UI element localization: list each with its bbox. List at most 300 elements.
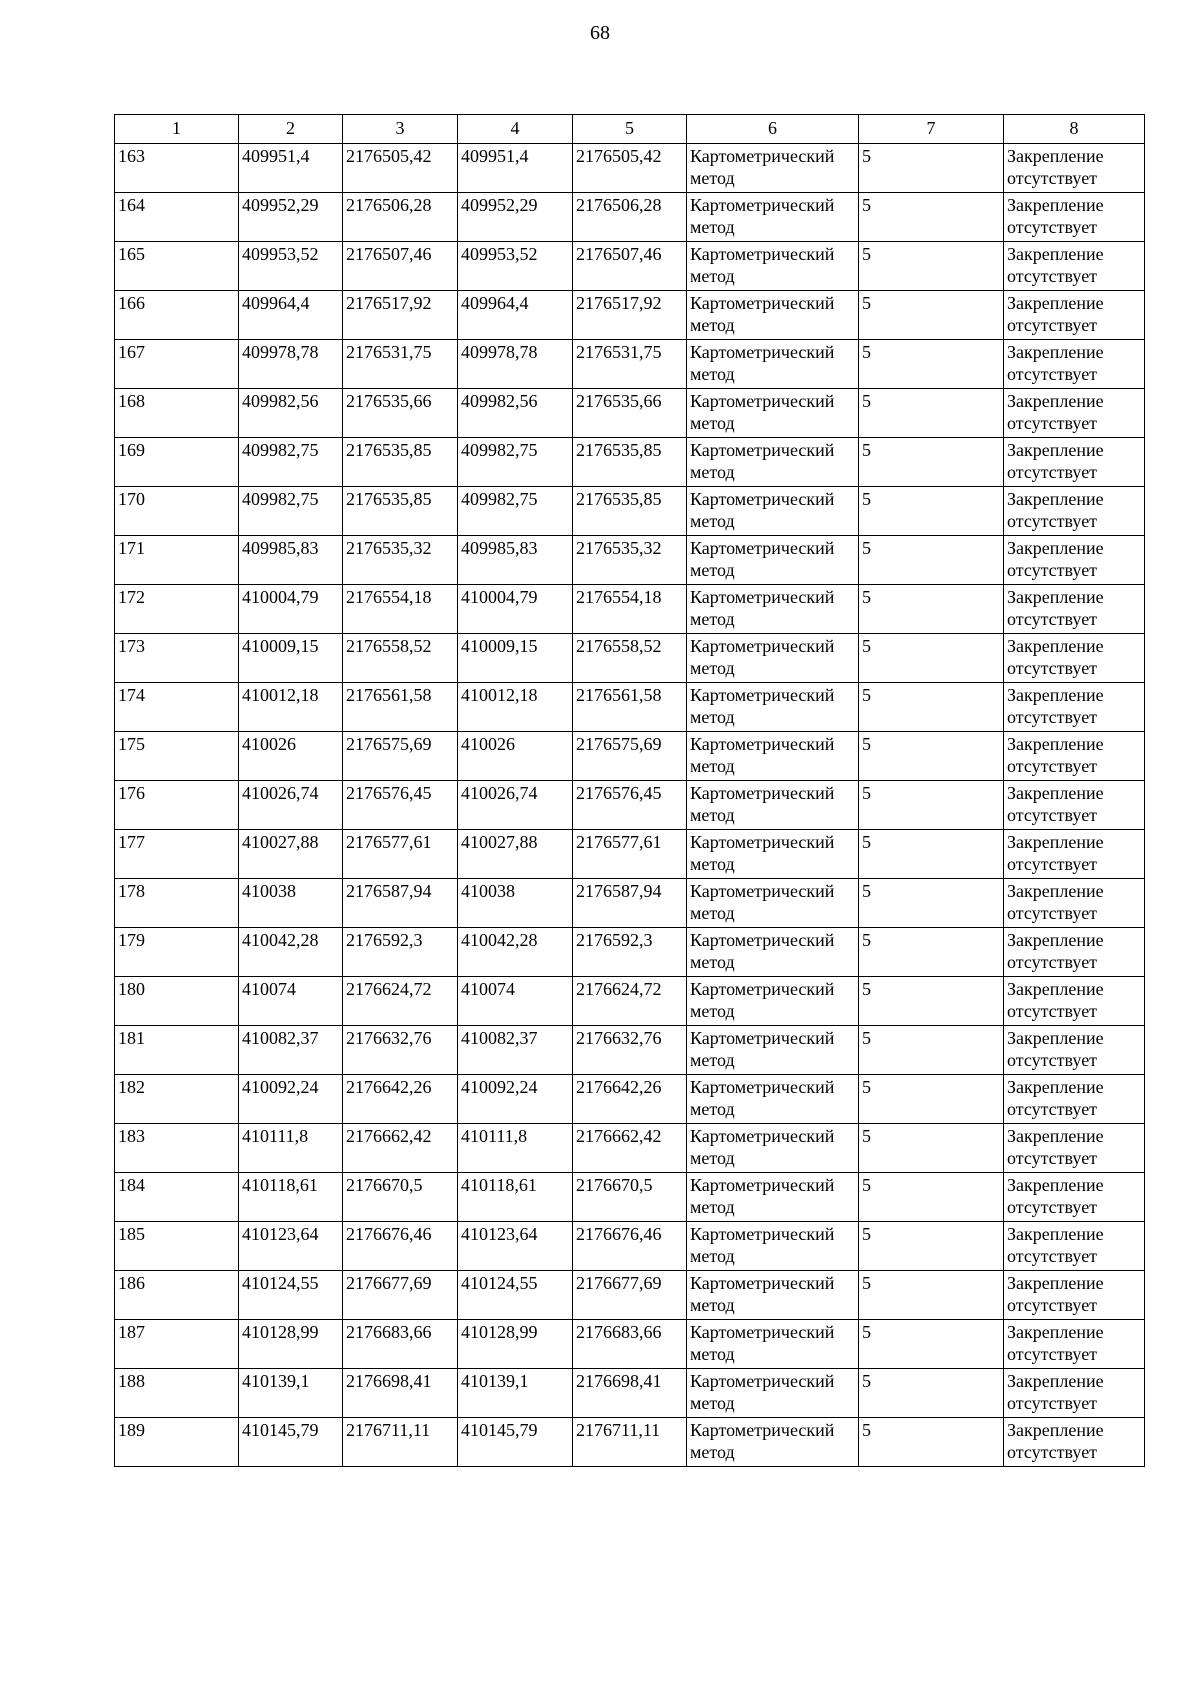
method-line2: метод — [690, 413, 735, 433]
fixing-line2: отсутствует — [1007, 266, 1098, 286]
x-new-cell: 410009,15 — [458, 634, 573, 683]
fixing-line1: Закрепление — [1007, 979, 1104, 999]
method-cell — [687, 781, 859, 830]
fixing-line1: Закрепление — [1007, 1322, 1104, 1342]
y-old-cell: 2176507,46 — [343, 242, 458, 291]
fixing-cell — [1004, 634, 1145, 683]
fixing-cell — [1004, 1173, 1145, 1222]
accuracy-cell: 5 — [859, 1124, 1004, 1173]
method-line2: метод — [690, 1246, 735, 1266]
method-line2: метод — [690, 1442, 735, 1462]
header-row — [115, 115, 1145, 144]
y-new-cell: 2176535,85 — [573, 438, 687, 487]
accuracy-cell: 5 — [859, 487, 1004, 536]
method-cell — [687, 1026, 859, 1075]
x-old-cell: 409982,75 — [239, 487, 343, 536]
method-cell — [687, 1075, 859, 1124]
y-new-cell: 2176575,69 — [573, 732, 687, 781]
fixing-line1: Закрепление — [1007, 734, 1104, 754]
fixing-line2: отсутствует — [1007, 1050, 1098, 1070]
x-old-cell: 409964,4 — [239, 291, 343, 340]
fixing-cell — [1004, 585, 1145, 634]
table-row — [115, 1124, 1145, 1173]
method-line2: метод — [690, 1148, 735, 1168]
table-row — [115, 1026, 1145, 1075]
accuracy-cell: 5 — [859, 291, 1004, 340]
table-row — [115, 1222, 1145, 1271]
fixing-line2: отсутствует — [1007, 462, 1098, 482]
y-old-cell: 2176517,92 — [343, 291, 458, 340]
method-cell — [687, 1222, 859, 1271]
page-number: 68 — [590, 22, 610, 44]
y-old-cell: 2176711,11 — [343, 1418, 458, 1467]
method-line2: метод — [690, 217, 735, 237]
x-old-cell: 410092,24 — [239, 1075, 343, 1124]
accuracy-cell: 5 — [859, 977, 1004, 1026]
y-old-cell: 2176662,42 — [343, 1124, 458, 1173]
point-number-cell: 185 — [115, 1222, 239, 1271]
method-line1: Картометрический — [690, 1126, 835, 1146]
fixing-cell — [1004, 879, 1145, 928]
x-old-cell: 410124,55 — [239, 1271, 343, 1320]
fixing-cell — [1004, 683, 1145, 732]
y-new-cell: 2176587,94 — [573, 879, 687, 928]
method-line2: метод — [690, 609, 735, 629]
method-line2: метод — [690, 1393, 735, 1413]
method-cell — [687, 830, 859, 879]
point-number-cell: 164 — [115, 193, 239, 242]
method-line1: Картометрический — [690, 1371, 835, 1391]
point-number-cell: 188 — [115, 1369, 239, 1418]
x-new-cell: 410027,88 — [458, 830, 573, 879]
method-line2: метод — [690, 707, 735, 727]
fixing-line1: Закрепление — [1007, 391, 1104, 411]
fixing-cell — [1004, 389, 1145, 438]
y-new-cell: 2176505,42 — [573, 144, 687, 193]
fixing-line1: Закрепление — [1007, 930, 1104, 950]
fixing-cell — [1004, 487, 1145, 536]
point-number-cell: 170 — [115, 487, 239, 536]
x-old-cell: 410145,79 — [239, 1418, 343, 1467]
method-line1: Картометрический — [690, 1028, 835, 1048]
point-number-cell: 172 — [115, 585, 239, 634]
y-new-cell: 2176558,52 — [573, 634, 687, 683]
method-cell — [687, 634, 859, 683]
fixing-cell — [1004, 340, 1145, 389]
fixing-cell — [1004, 291, 1145, 340]
point-number-cell: 182 — [115, 1075, 239, 1124]
accuracy-cell: 5 — [859, 1222, 1004, 1271]
x-new-cell: 410082,37 — [458, 1026, 573, 1075]
fixing-line2: отсутствует — [1007, 1197, 1098, 1217]
fixing-cell — [1004, 1369, 1145, 1418]
column-header: 8 — [1004, 115, 1145, 144]
point-number-cell: 171 — [115, 536, 239, 585]
method-line2: метод — [690, 560, 735, 580]
method-cell — [687, 732, 859, 781]
fixing-line1: Закрепление — [1007, 636, 1104, 656]
fixing-line1: Закрепление — [1007, 1224, 1104, 1244]
table-row — [115, 585, 1145, 634]
table-row — [115, 1271, 1145, 1320]
method-cell — [687, 389, 859, 438]
x-new-cell: 410145,79 — [458, 1418, 573, 1467]
point-number-cell: 176 — [115, 781, 239, 830]
method-cell — [687, 1124, 859, 1173]
table-row — [115, 634, 1145, 683]
y-new-cell: 2176531,75 — [573, 340, 687, 389]
fixing-line1: Закрепление — [1007, 1371, 1104, 1391]
fixing-cell — [1004, 928, 1145, 977]
method-cell — [687, 977, 859, 1026]
accuracy-cell: 5 — [859, 683, 1004, 732]
table-row — [115, 1173, 1145, 1222]
method-line1: Картометрический — [690, 440, 835, 460]
point-number-cell: 163 — [115, 144, 239, 193]
point-number-cell: 181 — [115, 1026, 239, 1075]
method-line1: Картометрический — [690, 1175, 835, 1195]
point-number-cell: 179 — [115, 928, 239, 977]
method-line1: Картометрический — [690, 587, 835, 607]
accuracy-cell: 5 — [859, 732, 1004, 781]
fixing-line2: отсутствует — [1007, 854, 1098, 874]
accuracy-cell: 5 — [859, 830, 1004, 879]
point-number-cell: 189 — [115, 1418, 239, 1467]
method-cell — [687, 1418, 859, 1467]
method-cell — [687, 487, 859, 536]
y-new-cell: 2176577,61 — [573, 830, 687, 879]
x-new-cell: 409978,78 — [458, 340, 573, 389]
x-new-cell: 410026 — [458, 732, 573, 781]
method-cell — [687, 1320, 859, 1369]
fixing-line1: Закрепление — [1007, 1028, 1104, 1048]
y-new-cell: 2176670,5 — [573, 1173, 687, 1222]
table-row — [115, 1320, 1145, 1369]
method-line1: Картометрический — [690, 391, 835, 411]
fixing-line1: Закрепление — [1007, 440, 1104, 460]
x-new-cell: 409985,83 — [458, 536, 573, 585]
accuracy-cell: 5 — [859, 242, 1004, 291]
x-old-cell: 409952,29 — [239, 193, 343, 242]
x-new-cell: 410111,8 — [458, 1124, 573, 1173]
table-row — [115, 291, 1145, 340]
x-new-cell: 409982,56 — [458, 389, 573, 438]
fixing-cell — [1004, 732, 1145, 781]
column-header: 2 — [239, 115, 343, 144]
y-old-cell: 2176561,58 — [343, 683, 458, 732]
y-new-cell: 2176662,42 — [573, 1124, 687, 1173]
fixing-line2: отсутствует — [1007, 756, 1098, 776]
fixing-line2: отсутствует — [1007, 903, 1098, 923]
accuracy-cell: 5 — [859, 1418, 1004, 1467]
method-line1: Картометрический — [690, 244, 835, 264]
point-number-cell: 180 — [115, 977, 239, 1026]
x-new-cell: 410092,24 — [458, 1075, 573, 1124]
fixing-line2: отсутствует — [1007, 413, 1098, 433]
fixing-cell — [1004, 438, 1145, 487]
x-old-cell: 409982,75 — [239, 438, 343, 487]
y-new-cell: 2176642,26 — [573, 1075, 687, 1124]
accuracy-cell: 5 — [859, 585, 1004, 634]
fixing-line2: отсутствует — [1007, 658, 1098, 678]
table-body — [115, 144, 1145, 1467]
x-new-cell: 409982,75 — [458, 438, 573, 487]
x-new-cell: 410038 — [458, 879, 573, 928]
table-row — [115, 1369, 1145, 1418]
point-number-cell: 168 — [115, 389, 239, 438]
y-old-cell: 2176554,18 — [343, 585, 458, 634]
table-row — [115, 1075, 1145, 1124]
method-line1: Картометрический — [690, 881, 835, 901]
y-old-cell: 2176535,66 — [343, 389, 458, 438]
y-new-cell: 2176561,58 — [573, 683, 687, 732]
y-new-cell: 2176535,85 — [573, 487, 687, 536]
method-line2: метод — [690, 658, 735, 678]
coordinates-table — [114, 114, 1145, 1467]
x-new-cell: 410042,28 — [458, 928, 573, 977]
method-line2: метод — [690, 168, 735, 188]
fixing-line2: отсутствует — [1007, 1148, 1098, 1168]
y-new-cell: 2176535,32 — [573, 536, 687, 585]
method-line1: Картометрический — [690, 979, 835, 999]
y-new-cell: 2176698,41 — [573, 1369, 687, 1418]
method-line2: метод — [690, 1344, 735, 1364]
method-cell — [687, 1369, 859, 1418]
x-old-cell: 410118,61 — [239, 1173, 343, 1222]
x-new-cell: 409964,4 — [458, 291, 573, 340]
y-old-cell: 2176642,26 — [343, 1075, 458, 1124]
accuracy-cell: 5 — [859, 1173, 1004, 1222]
y-new-cell: 2176676,46 — [573, 1222, 687, 1271]
accuracy-cell: 5 — [859, 781, 1004, 830]
method-line1: Картометрический — [690, 636, 835, 656]
fixing-line1: Закрепление — [1007, 146, 1104, 166]
point-number-cell: 187 — [115, 1320, 239, 1369]
y-new-cell: 2176576,45 — [573, 781, 687, 830]
method-line2: метод — [690, 1197, 735, 1217]
method-line1: Картометрический — [690, 1077, 835, 1097]
y-new-cell: 2176535,66 — [573, 389, 687, 438]
y-old-cell: 2176670,5 — [343, 1173, 458, 1222]
method-cell — [687, 144, 859, 193]
table-row — [115, 1418, 1145, 1467]
x-old-cell: 410074 — [239, 977, 343, 1026]
method-cell — [687, 1173, 859, 1222]
x-new-cell: 410139,1 — [458, 1369, 573, 1418]
fixing-line1: Закрепление — [1007, 832, 1104, 852]
fixing-line1: Закрепление — [1007, 783, 1104, 803]
y-new-cell: 2176683,66 — [573, 1320, 687, 1369]
table-row — [115, 438, 1145, 487]
method-line1: Картометрический — [690, 1273, 835, 1293]
fixing-line1: Закрепление — [1007, 293, 1104, 313]
method-line1: Картометрический — [690, 783, 835, 803]
fixing-line2: отсутствует — [1007, 217, 1098, 237]
y-old-cell: 2176592,3 — [343, 928, 458, 977]
x-old-cell: 410009,15 — [239, 634, 343, 683]
fixing-line1: Закрепление — [1007, 1077, 1104, 1097]
y-new-cell: 2176507,46 — [573, 242, 687, 291]
fixing-line2: отсутствует — [1007, 1442, 1098, 1462]
method-line1: Картометрический — [690, 195, 835, 215]
x-new-cell: 410004,79 — [458, 585, 573, 634]
method-line2: метод — [690, 1099, 735, 1119]
x-new-cell: 410026,74 — [458, 781, 573, 830]
accuracy-cell: 5 — [859, 1075, 1004, 1124]
accuracy-cell: 5 — [859, 928, 1004, 977]
fixing-line1: Закрепление — [1007, 587, 1104, 607]
method-line1: Картометрический — [690, 1322, 835, 1342]
fixing-line2: отсутствует — [1007, 805, 1098, 825]
column-header: 4 — [458, 115, 573, 144]
fixing-cell — [1004, 830, 1145, 879]
method-cell — [687, 438, 859, 487]
y-old-cell: 2176558,52 — [343, 634, 458, 683]
y-old-cell: 2176535,32 — [343, 536, 458, 585]
fixing-line2: отсутствует — [1007, 1295, 1098, 1315]
table-row — [115, 732, 1145, 781]
x-old-cell: 410027,88 — [239, 830, 343, 879]
x-new-cell: 410118,61 — [458, 1173, 573, 1222]
fixing-line2: отсутствует — [1007, 952, 1098, 972]
y-new-cell: 2176592,3 — [573, 928, 687, 977]
accuracy-cell: 5 — [859, 879, 1004, 928]
y-old-cell: 2176575,69 — [343, 732, 458, 781]
fixing-line2: отсутствует — [1007, 560, 1098, 580]
fixing-line2: отсутствует — [1007, 1246, 1098, 1266]
method-cell — [687, 242, 859, 291]
x-old-cell: 410123,64 — [239, 1222, 343, 1271]
fixing-line1: Закрепление — [1007, 538, 1104, 558]
fixing-cell — [1004, 144, 1145, 193]
x-old-cell: 410012,18 — [239, 683, 343, 732]
point-number-cell: 173 — [115, 634, 239, 683]
method-line1: Картометрический — [690, 685, 835, 705]
fixing-cell — [1004, 977, 1145, 1026]
method-cell — [687, 928, 859, 977]
x-old-cell: 410111,8 — [239, 1124, 343, 1173]
y-old-cell: 2176577,61 — [343, 830, 458, 879]
table-row — [115, 487, 1145, 536]
column-header: 5 — [573, 115, 687, 144]
method-line1: Картометрический — [690, 1420, 835, 1440]
fixing-line2: отсутствует — [1007, 1099, 1098, 1119]
y-old-cell: 2176587,94 — [343, 879, 458, 928]
method-line2: метод — [690, 364, 735, 384]
table-row — [115, 389, 1145, 438]
x-new-cell: 409952,29 — [458, 193, 573, 242]
point-number-cell: 174 — [115, 683, 239, 732]
accuracy-cell: 5 — [859, 1026, 1004, 1075]
method-line2: метод — [690, 462, 735, 482]
method-cell — [687, 291, 859, 340]
column-header: 7 — [859, 115, 1004, 144]
point-number-cell: 167 — [115, 340, 239, 389]
y-old-cell: 2176677,69 — [343, 1271, 458, 1320]
point-number-cell: 169 — [115, 438, 239, 487]
table-row — [115, 879, 1145, 928]
fixing-line1: Закрепление — [1007, 244, 1104, 264]
y-new-cell: 2176624,72 — [573, 977, 687, 1026]
point-number-cell: 175 — [115, 732, 239, 781]
x-old-cell: 410026 — [239, 732, 343, 781]
x-old-cell: 410038 — [239, 879, 343, 928]
x-new-cell: 409953,52 — [458, 242, 573, 291]
y-old-cell: 2176632,76 — [343, 1026, 458, 1075]
method-cell — [687, 683, 859, 732]
fixing-line2: отсутствует — [1007, 168, 1098, 188]
table-row — [115, 928, 1145, 977]
method-line1: Картометрический — [690, 293, 835, 313]
method-line2: метод — [690, 756, 735, 776]
method-line2: метод — [690, 315, 735, 335]
y-old-cell: 2176576,45 — [343, 781, 458, 830]
x-old-cell: 409982,56 — [239, 389, 343, 438]
y-old-cell: 2176535,85 — [343, 438, 458, 487]
column-header: 3 — [343, 115, 458, 144]
x-old-cell: 410026,74 — [239, 781, 343, 830]
fixing-line1: Закрепление — [1007, 489, 1104, 509]
point-number-cell: 178 — [115, 879, 239, 928]
accuracy-cell: 5 — [859, 1320, 1004, 1369]
method-line1: Картометрический — [690, 832, 835, 852]
x-old-cell: 409951,4 — [239, 144, 343, 193]
y-old-cell: 2176535,85 — [343, 487, 458, 536]
method-line2: метод — [690, 1295, 735, 1315]
fixing-cell — [1004, 1320, 1145, 1369]
x-old-cell: 410139,1 — [239, 1369, 343, 1418]
accuracy-cell: 5 — [859, 438, 1004, 487]
x-new-cell: 410123,64 — [458, 1222, 573, 1271]
y-old-cell: 2176698,41 — [343, 1369, 458, 1418]
y-new-cell: 2176517,92 — [573, 291, 687, 340]
point-number-cell: 166 — [115, 291, 239, 340]
point-number-cell: 184 — [115, 1173, 239, 1222]
method-cell — [687, 536, 859, 585]
x-new-cell: 410012,18 — [458, 683, 573, 732]
x-old-cell: 409978,78 — [239, 340, 343, 389]
y-new-cell: 2176711,11 — [573, 1418, 687, 1467]
column-header: 6 — [687, 115, 859, 144]
method-cell — [687, 879, 859, 928]
x-new-cell: 409982,75 — [458, 487, 573, 536]
fixing-line2: отсутствует — [1007, 707, 1098, 727]
x-new-cell: 409951,4 — [458, 144, 573, 193]
accuracy-cell: 5 — [859, 340, 1004, 389]
method-line1: Картометрический — [690, 489, 835, 509]
fixing-cell — [1004, 1418, 1145, 1467]
method-line2: метод — [690, 805, 735, 825]
fixing-cell — [1004, 1271, 1145, 1320]
method-line2: метод — [690, 266, 735, 286]
fixing-cell — [1004, 1026, 1145, 1075]
fixing-line2: отсутствует — [1007, 364, 1098, 384]
method-cell — [687, 585, 859, 634]
method-line1: Картометрический — [690, 146, 835, 166]
x-new-cell: 410128,99 — [458, 1320, 573, 1369]
fixing-line2: отсутствует — [1007, 1393, 1098, 1413]
fixing-line2: отсутствует — [1007, 1001, 1098, 1021]
y-old-cell: 2176624,72 — [343, 977, 458, 1026]
y-new-cell: 2176632,76 — [573, 1026, 687, 1075]
table-row — [115, 144, 1145, 193]
fixing-line1: Закрепление — [1007, 881, 1104, 901]
fixing-cell — [1004, 536, 1145, 585]
fixing-line1: Закрепление — [1007, 195, 1104, 215]
point-number-cell: 186 — [115, 1271, 239, 1320]
y-new-cell: 2176677,69 — [573, 1271, 687, 1320]
accuracy-cell: 5 — [859, 536, 1004, 585]
